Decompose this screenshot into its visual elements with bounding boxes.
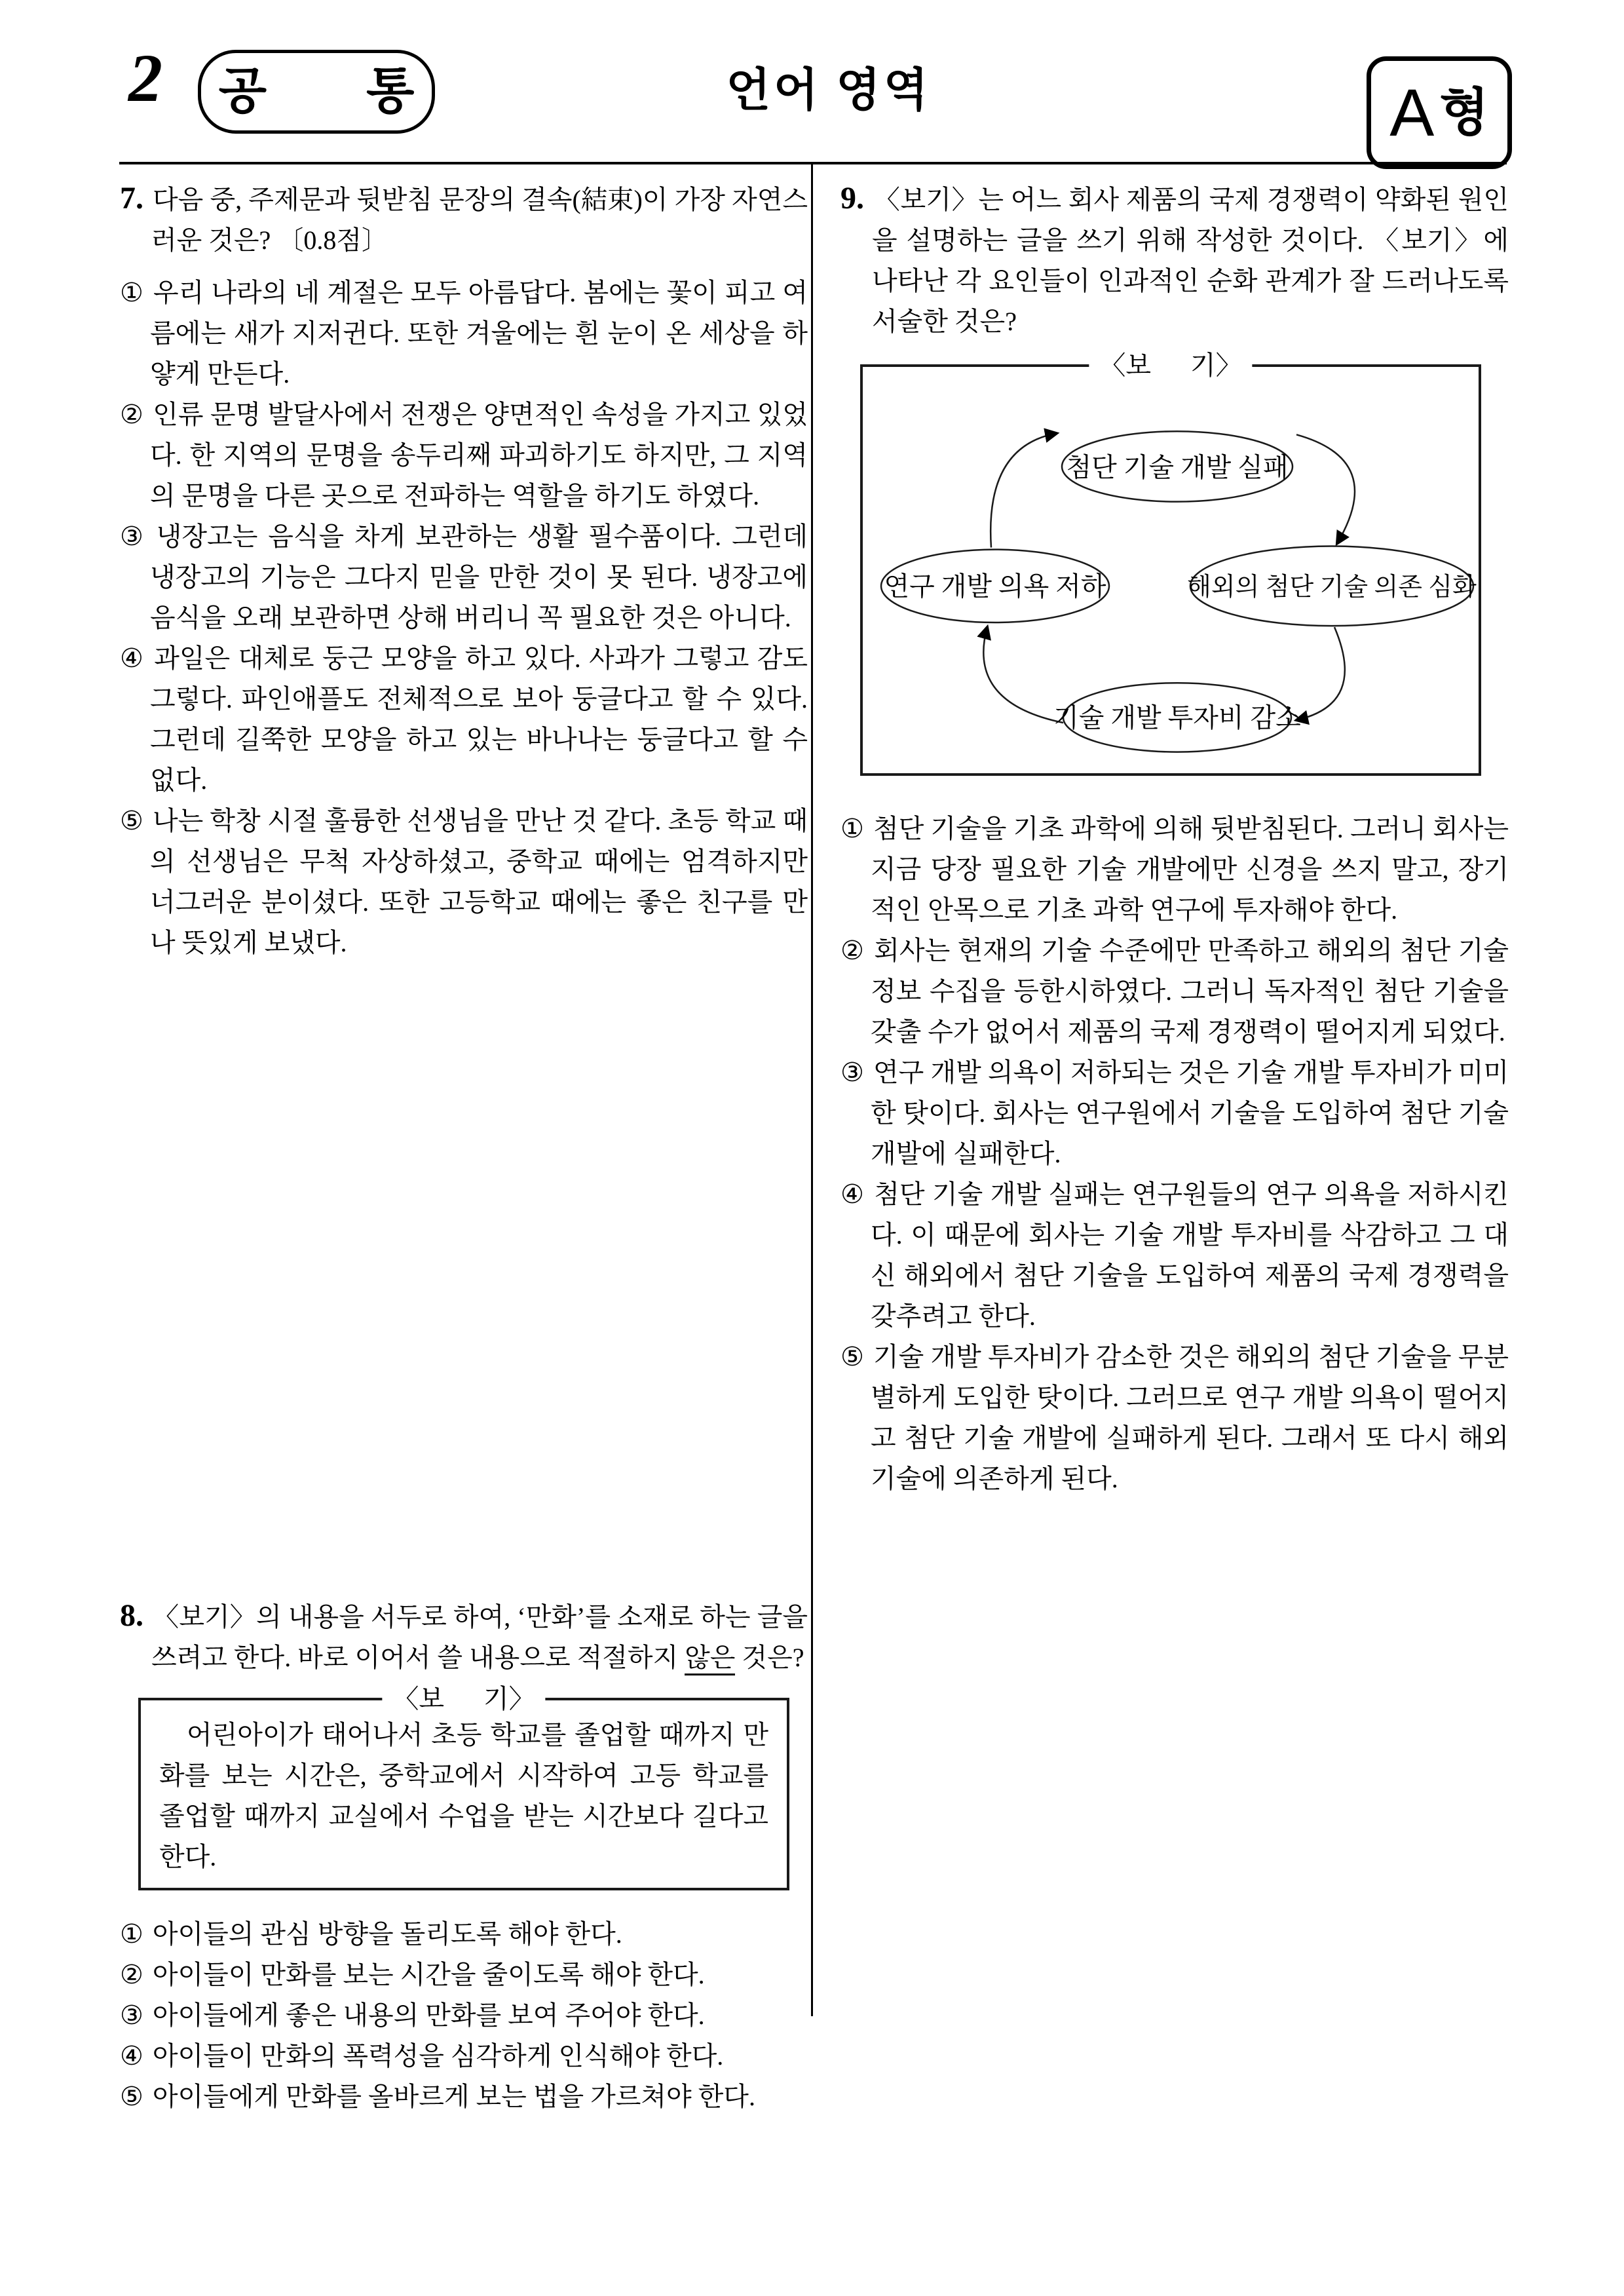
- question-9-options: [840, 809, 1509, 1499]
- question-8-bogi-box: [138, 1684, 789, 1890]
- question-8-option-5: [120, 2076, 808, 2117]
- question-8-underlined-word: 않은: [685, 1643, 735, 1675]
- option-text: 연구 개발 의욕이 저하되는 것은 기술 개발 투자비가 미미한 탓이다. 회사는 연구원에서 기술을 도입하여 첨단 기술 개발에 실패한다.: [871, 1058, 1509, 1168]
- option-marker: ③: [120, 2000, 143, 2030]
- option-marker: ④: [120, 2041, 143, 2071]
- question-9-option-5: [840, 1337, 1509, 1499]
- causal-cycle-diagram: [863, 367, 1479, 773]
- option-marker: ③: [840, 1058, 865, 1087]
- question-9-number: 9.: [840, 181, 864, 216]
- form-type-badge: [1367, 56, 1512, 169]
- question-8-option-1: [120, 1914, 808, 1955]
- option-text: 첨단 기술을 기초 과학에 의해 뒷받침된다. 그러니 회사는 지금 당장 필요한 기술 개발에만 신경을 쓰지 말고, 장기적인 안목으로 기초 과학 연구에 투자해야 한다.: [871, 814, 1509, 925]
- header-rule: [119, 162, 1507, 164]
- option-marker: ⑤: [840, 1342, 865, 1371]
- question-7-option-5: [120, 801, 808, 963]
- option-text: 냉장고는 음식을 차게 보관하는 생활 필수품이다. 그런데 냉장고의 기능은 그다지 믿을 만한 것이 못 된다. 냉장고에 음식을 오래 보관하면 상해 버리니 꼭 필요한 것은 아니다.: [150, 522, 808, 632]
- question-7-text: 다음 중, 주제문과 뒷받침 문장의 결속(結束)이 가장 자연스러운 것은? 〔0.8점〕: [151, 185, 808, 255]
- option-text: 아이들에게 좋은 내용의 만화를 보여 주어야 한다.: [152, 2000, 705, 2030]
- bogi-box-label: 〈보 기〉: [1089, 345, 1252, 386]
- option-marker: ②: [120, 1960, 143, 1989]
- option-text: 아이들이 만화를 보는 시간을 줄이도록 해야 한다.: [152, 1960, 705, 1989]
- section-badge-label: 공 통: [218, 64, 415, 119]
- question-9-option-4: [840, 1174, 1509, 1337]
- option-marker: ③: [120, 522, 147, 551]
- form-type-suffix: 형: [1439, 84, 1489, 141]
- arrow-top-to-right: [1296, 434, 1355, 543]
- question-9-option-1: [840, 809, 1509, 930]
- question-7-option-1: [120, 273, 808, 394]
- option-text: 나는 학창 시절 훌륭한 선생님을 만난 것 같다. 초등 학교 때의 선생님은 무척 자상하셨고, 중학교 때에는 엄격하지만 너그러운 분이셨다. 또한 고등학교 때에는 좋은 친구를 만나 뜻있게 보냈다.: [150, 806, 808, 957]
- question-8-text-before: 〈보기〉의 내용을 서두로 하여, ‘만화’를 소재로 하는 글을 쓰려고 한다. 바로 이어서 쓸 내용으로 적절하지: [151, 1602, 808, 1672]
- option-marker: ⑤: [120, 2082, 143, 2111]
- question-9: [840, 178, 1509, 1499]
- option-text: 아이들의 관심 방향을 돌리도록 해야 한다.: [152, 1919, 622, 1949]
- option-marker: ②: [840, 936, 865, 965]
- option-text: 첨단 기술 개발 실패는 연구원들의 연구 의욕을 저하시킨다. 이 때문에 회사는 기술 개발 투자비를 삭감하고 그 대신 해외에서 첨단 기술을 도입하여 제품의 국제 경쟁력을 갖추려고 한다.: [871, 1179, 1509, 1331]
- question-7-option-3: [120, 516, 808, 638]
- question-7-stem: [120, 178, 808, 261]
- option-text: 과일은 대체로 둥근 모양을 하고 있다. 사과가 그렇고 감도 그렇다. 파인애플도 전체적으로 보아 둥글다고 할 수 있다. 그런데 길쭉한 모양을 하고 있는 바나나는 둥글다고 할 수 없다.: [150, 643, 808, 795]
- option-marker: ⑤: [120, 806, 143, 835]
- node-left-label: 연구 개발 의욕 저하: [884, 571, 1106, 602]
- question-9-text: 〈보기〉는 어느 회사 제품의 국제 경쟁력이 약화된 원인을 설명하는 글을 쓰기 위해 작성한 것이다. 〈보기〉에 나타난 각 요인들이 인과적인 순화 관계가 잘 드러나도록 서술한 것은?: [872, 185, 1509, 336]
- arrow-bottom-to-left: [983, 627, 1063, 723]
- page-number: 2: [128, 41, 162, 116]
- arrow-right-to-bottom: [1296, 627, 1345, 720]
- form-type-letter: A: [1389, 75, 1435, 150]
- node-bottom-label: 기술 개발 투자비 감소: [1053, 702, 1301, 733]
- question-7-number: 7.: [120, 181, 143, 216]
- question-8-option-2: [120, 1955, 808, 1995]
- question-7: [120, 178, 808, 963]
- question-8-option-3: [120, 1995, 808, 2036]
- question-8-options: [120, 1914, 808, 2117]
- node-right-label: 해외의 첨단 기술 의존 심화: [1187, 573, 1477, 602]
- option-marker: ④: [120, 643, 145, 673]
- section-badge: [198, 50, 435, 134]
- option-marker: ②: [120, 400, 144, 429]
- page-title: 언어 영역: [726, 66, 932, 116]
- question-7-option-2: [120, 394, 808, 516]
- option-text: 아이들이 만화의 폭력성을 심각하게 인식해야 한다.: [152, 2041, 724, 2071]
- option-marker: ④: [840, 1179, 865, 1209]
- question-8-option-4: [120, 2036, 808, 2076]
- question-9-bogi-box: [860, 351, 1481, 776]
- bogi-box-text: 어린아이가 태어나서 초등 학교를 졸업할 때까지 만화를 보는 시간은, 중학교에서 시작하여 고등 학교를 졸업할 때까지 교실에서 수업을 받는 시간보다 길다고 한다.: [159, 1720, 768, 1871]
- question-8-number: 8.: [120, 1598, 143, 1633]
- question-9-option-2: [840, 930, 1509, 1052]
- question-8-stem: [120, 1596, 808, 1678]
- option-marker: ①: [120, 1919, 143, 1949]
- option-text: 아이들에게 만화를 올바르게 보는 법을 가르쳐야 한다.: [152, 2082, 755, 2111]
- node-top-label: 첨단 기술 개발 실패: [1066, 452, 1289, 483]
- question-7-option-4: [120, 638, 808, 801]
- question-9-stem: [840, 178, 1509, 342]
- question-8: [120, 1596, 808, 2117]
- option-marker: ①: [840, 814, 865, 843]
- option-marker: ①: [120, 278, 144, 307]
- question-8-text-after: 것은?: [735, 1643, 804, 1672]
- question-9-option-3: [840, 1052, 1509, 1174]
- option-text: 회사는 현재의 기술 수준에만 만족하고 해외의 첨단 기술 정보 수집을 등한시하였다. 그러니 독자적인 첨단 기술을 갖출 수가 없어서 제품의 국제 경쟁력이 떨어지게 되었다.: [871, 936, 1509, 1046]
- option-text: 기술 개발 투자비가 감소한 것은 해외의 첨단 기술을 무분별하게 도입한 탓이다. 그러므로 연구 개발 의욕이 떨어지고 첨단 기술 개발에 실패하게 된다. 그래서 또 다시 해외 기술에 의존하게 된다.: [871, 1342, 1509, 1493]
- bogi-box-label: 〈보 기〉: [382, 1679, 545, 1719]
- option-text: 인류 문명 발달사에서 전쟁은 양면적인 속성을 가지고 있었다. 한 지역의 문명을 송두리째 파괴하기도 하지만, 그 지역의 문명을 다른 곳으로 전파하는 역할을 하기도 하였다.: [150, 400, 808, 510]
- option-text: 우리 나라의 네 계절은 모두 아름답다. 봄에는 꽃이 피고 여름에는 새가 지저귄다. 또한 겨울에는 흰 눈이 온 세상을 하얗게 만든다.: [150, 278, 808, 389]
- column-divider: [811, 164, 813, 2016]
- arrow-left-to-top: [991, 433, 1057, 547]
